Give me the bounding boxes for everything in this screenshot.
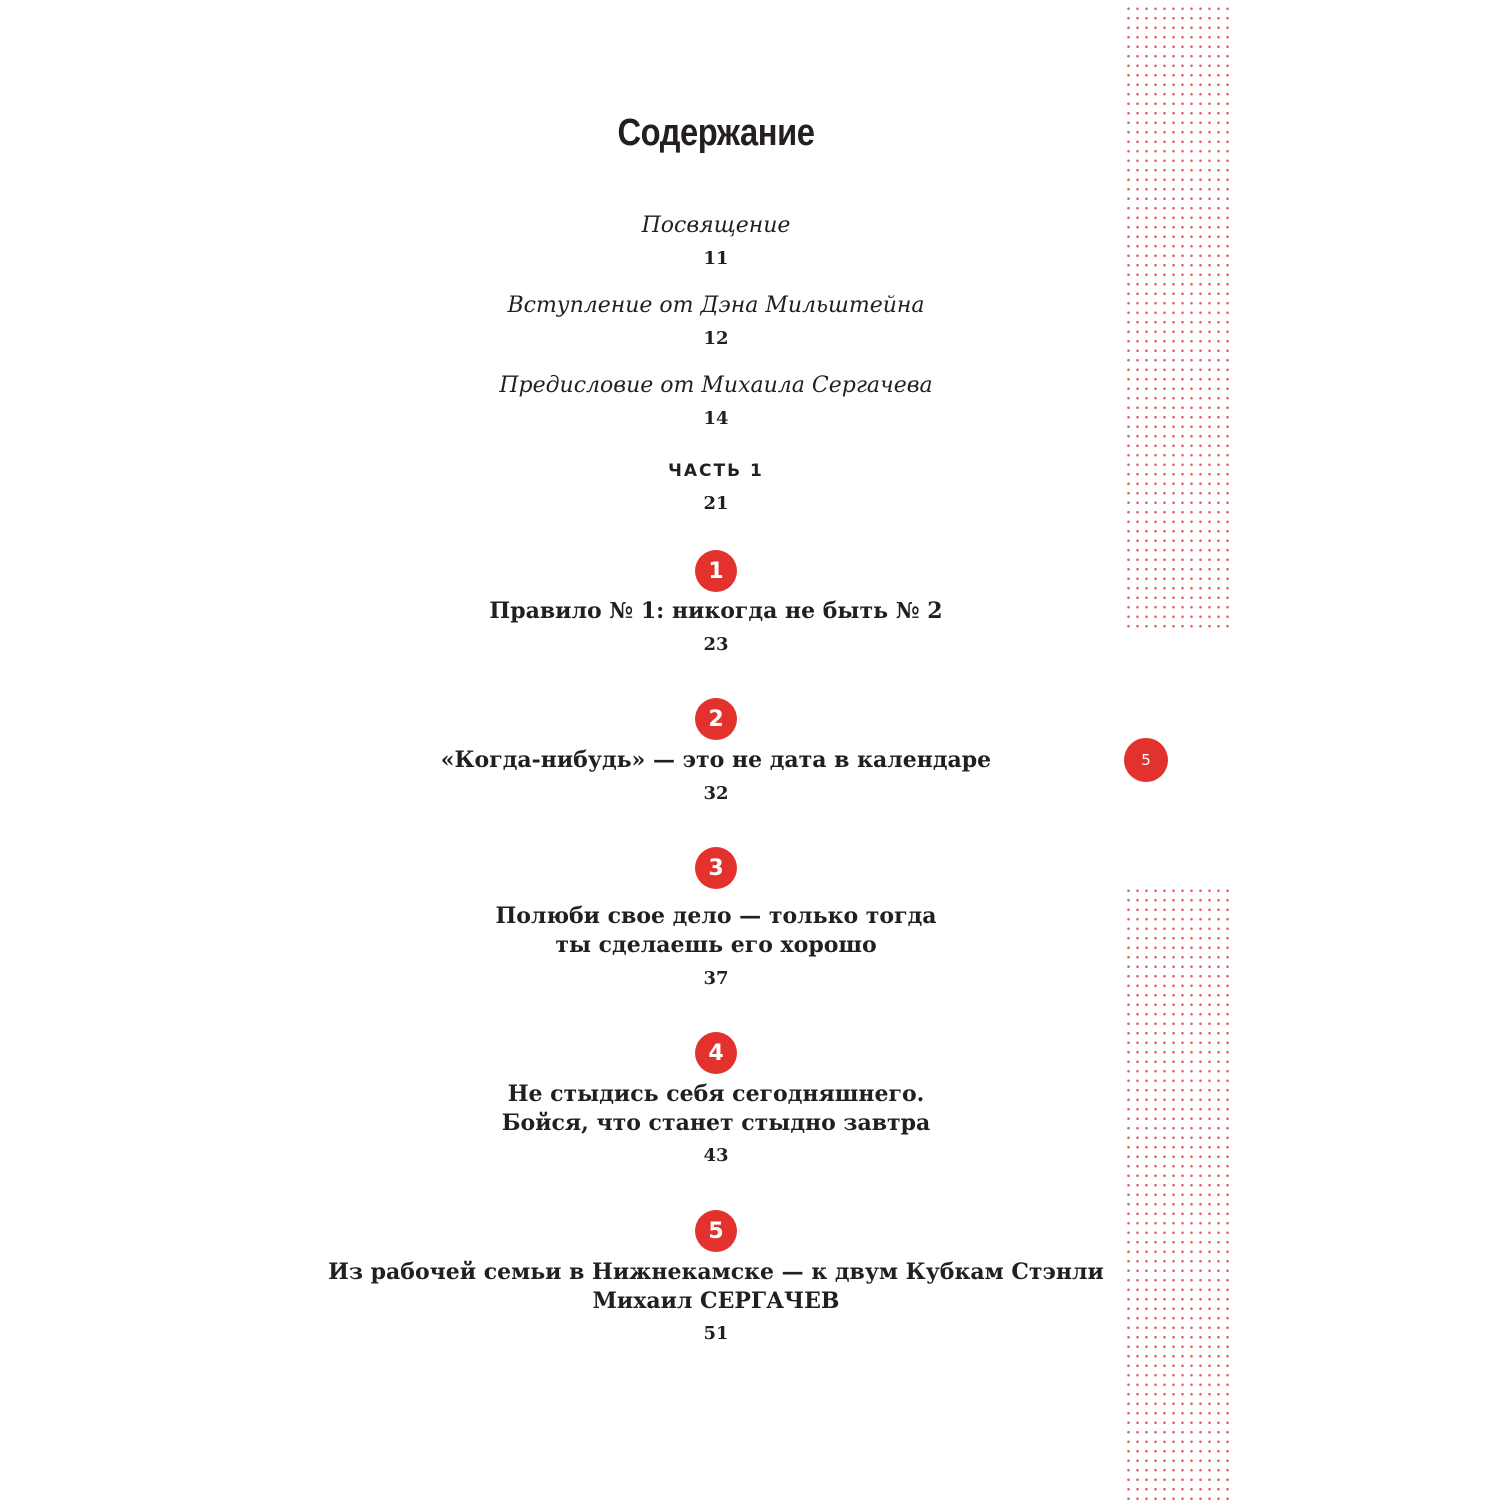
toc-page-number: 14 (703, 408, 729, 429)
chapter-number-badge: 2 (695, 698, 737, 740)
toc-chapter-line: ты сделаешь его хорошо (555, 932, 877, 958)
toc-page-number: 51 (703, 1323, 729, 1344)
chapter-number-badge: 5 (695, 1210, 737, 1252)
toc-entry-foreword: Предисловие от Михаила Сергачева (499, 373, 933, 398)
toc-page-number: 11 (703, 248, 729, 269)
toc-chapter-title (216, 902, 1216, 960)
toc-chapter-line: Правило № 1: никогда не быть № 2 (489, 598, 943, 624)
page-number-badge: 5 (1124, 738, 1168, 782)
toc-chapter-line: «Когда-нибудь» — это не дата в календаре (440, 747, 992, 773)
toc-entry-dedication: Посвящение (641, 213, 791, 238)
page-title: Содержание (617, 112, 815, 154)
toc-page-number: 12 (703, 328, 729, 349)
toc-chapter-line: Бойся, что станет стыдно завтра (501, 1110, 931, 1136)
chapter-number-badge: 4 (695, 1032, 737, 1074)
toc-chapter-title (216, 746, 1216, 775)
toc-page-number: 37 (703, 968, 729, 989)
toc-chapter-title (166, 1258, 1266, 1316)
toc-page-number: 32 (703, 783, 729, 804)
toc-page-number: 21 (703, 493, 729, 514)
toc-page-number: 23 (703, 634, 729, 655)
toc-entry-introduction: Вступление от Дэна Мильштейна (507, 293, 925, 318)
chapter-number-badge: 3 (695, 847, 737, 889)
toc-chapter-title (216, 597, 1216, 626)
toc-chapter-line: Из рабочей семьи в Нижнекамске — к двум Кубкам Стэнли (328, 1259, 1104, 1285)
toc-part-heading: ЧАСТЬ 1 (668, 461, 764, 481)
toc-chapter-line: Не стыдись себя сегодняшнего. (507, 1081, 925, 1107)
toc-chapter-line: Полюби свое дело — только тогда (495, 903, 937, 929)
chapter-number-badge: 1 (695, 550, 737, 592)
toc-chapter-title (216, 1080, 1216, 1138)
toc-chapter-line: Михаил СЕРГАЧЕВ (592, 1288, 840, 1314)
toc-page-number: 43 (703, 1145, 729, 1166)
